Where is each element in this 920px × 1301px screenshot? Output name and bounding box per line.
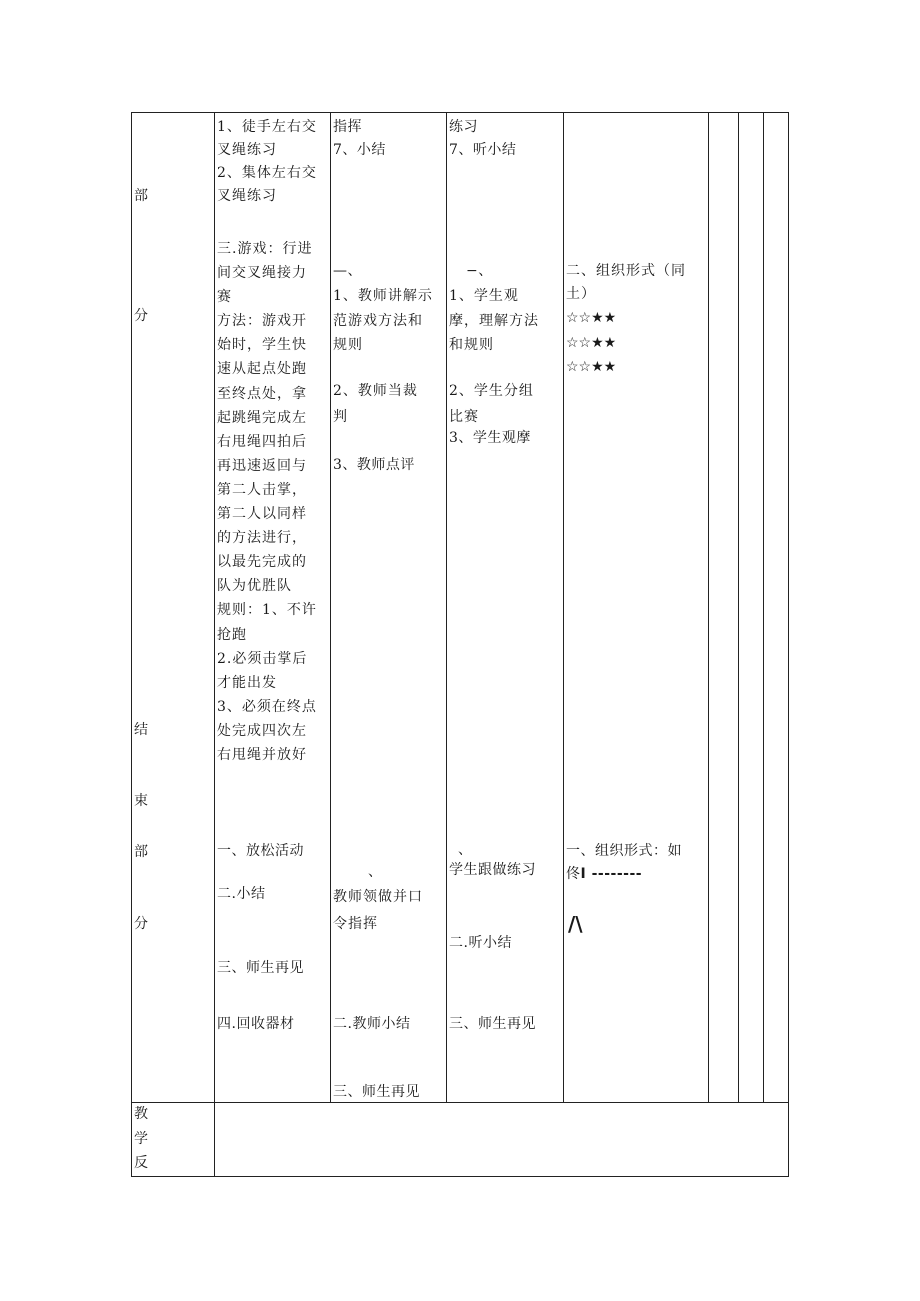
content-line: 队为优胜队 [217,578,292,595]
col-divider-1 [214,112,215,1177]
teacher-line: 规则 [333,337,363,353]
teacher-game-3: 3、教师点评 [333,457,415,473]
teacher-end-3: 三、师生再见 [333,1084,420,1100]
student-end-1: 学生跟做练习 [449,862,536,878]
content-line: 2.必须击掌后 [217,650,308,667]
student-end-2: 二.听小结 [449,935,512,951]
star-row: ☆☆★★ [566,334,617,351]
teacher-top-2: 7、小结 [333,142,386,158]
content-line: 右甩绳四拍后 [217,433,307,450]
teacher-end-1 [333,884,423,938]
section-label-shu: 束 [134,793,149,809]
section-label-bu: 部 [134,188,149,204]
content-line: 三.游戏：行进 [217,241,313,257]
content-line: 速从起点处跑 [217,361,307,378]
teacher-line: 范游戏方法和 [333,312,423,329]
teacher-line: 教师领做并口 [333,889,423,905]
col-divider-5 [708,112,709,1103]
student-game-1 [449,284,539,358]
teacher-dash: —、 [333,263,362,279]
student-end-mark: 、 [458,842,473,858]
col-divider-2 [330,112,331,1103]
teacher-game-1 [333,284,433,358]
student-end-3: 三、师生再见 [449,1016,536,1032]
org-end-title: 一、组织形式：如 [566,843,682,859]
org-end-shape: /\ [568,912,583,936]
col-divider-3 [446,112,447,1103]
content-line: 至终点处，拿 [217,385,307,402]
section-label-bu2: 部 [134,844,149,860]
content-line: 起跳绳完成左 [217,409,307,426]
student-dash: −、 [466,263,493,279]
content-line: 间交叉绳接力 [217,265,307,282]
content-line: 赛 [217,289,232,306]
content-line: 始时，学生快 [217,337,307,354]
teacher-end-2: 二.教师小结 [333,1016,411,1032]
teacher-top-1: 指挥 [333,119,362,135]
teacher-line: 1、教师讲解示 [333,288,433,304]
teacher-end-mark: 、 [368,864,383,880]
teacher-line: 2、教师当裁 [333,383,418,399]
end-item-2: 二.小结 [217,886,266,902]
table-right-border [788,112,789,1177]
star-row: ☆☆★★ [566,359,617,375]
content-line: 规则：1、不许 [217,602,317,619]
content-line: 叉绳练习 [217,188,277,204]
teacher-line: 令指挥 [333,916,378,932]
table-bottom-border [131,1176,789,1177]
org-end-line-bar: I -------- [580,866,643,882]
content-line: 叉绳练习 [217,142,277,158]
org-star-formation [566,306,616,380]
student-line: 摩，理解方法 [449,312,539,329]
student-line: 和规则 [449,337,494,353]
table-top-border [131,112,789,113]
content-line: 右甩绳并放好 [217,746,307,763]
content-line: 抢跑 [217,626,247,643]
table-left-border [131,112,132,1177]
content-line: 才能出发 [217,674,277,691]
teacher-game-2 [333,378,418,430]
col-divider-4 [563,112,564,1103]
content-line: 的方法进行， [217,530,307,547]
content-line: 第二人以同样 [217,506,307,523]
footer-label-fan: 反 [134,1155,149,1171]
student-line: 2、学生分组 [449,383,534,399]
footer-label-jiao: 教 [134,1106,149,1122]
content-line: 以最先完成的 [217,554,307,571]
content-line: 处完成四次左 [217,722,307,739]
section-label-fen: 分 [134,308,149,324]
star-row: ☆☆★★ [566,310,617,326]
footer-label-xue: 学 [134,1131,149,1147]
content-line: 再迅速返回与 [217,457,307,474]
content-line: 方法：游戏开 [217,313,307,330]
org-end-line-prefix: 佟 [566,866,581,882]
teacher-line: 判 [333,409,348,425]
content-line: 第二人击掌， [217,481,307,498]
org-line: 土） [566,286,596,302]
student-top-1: 练习 [449,119,478,135]
table-mid-border [131,1102,789,1103]
section-label-fen2: 分 [134,916,149,932]
content-part1 [217,116,317,208]
col-divider-7 [763,112,764,1103]
section-label-jie: 结 [134,722,149,738]
org-end-line [566,866,642,882]
student-line: 比赛 [449,409,479,425]
content-line: 1、徒手左右交 [217,119,317,135]
content-line: 3、必须在终点 [217,698,317,715]
student-game-3: 3、学生观摩 [449,430,531,446]
student-game-2 [449,378,534,430]
student-top-2: 7、听小结 [449,142,517,158]
content-line: 2、集体左右交 [217,165,317,181]
student-line: 1、学生观 [449,288,519,304]
org-title [566,260,686,306]
col-divider-6 [738,112,739,1103]
content-game [217,237,317,767]
org-line: 二、组织形式（同 [566,263,686,279]
end-item-3: 三、师生再见 [217,960,304,976]
end-item-1: 一、放松活动 [217,843,304,859]
end-item-4: 四.回收器材 [217,1016,295,1032]
